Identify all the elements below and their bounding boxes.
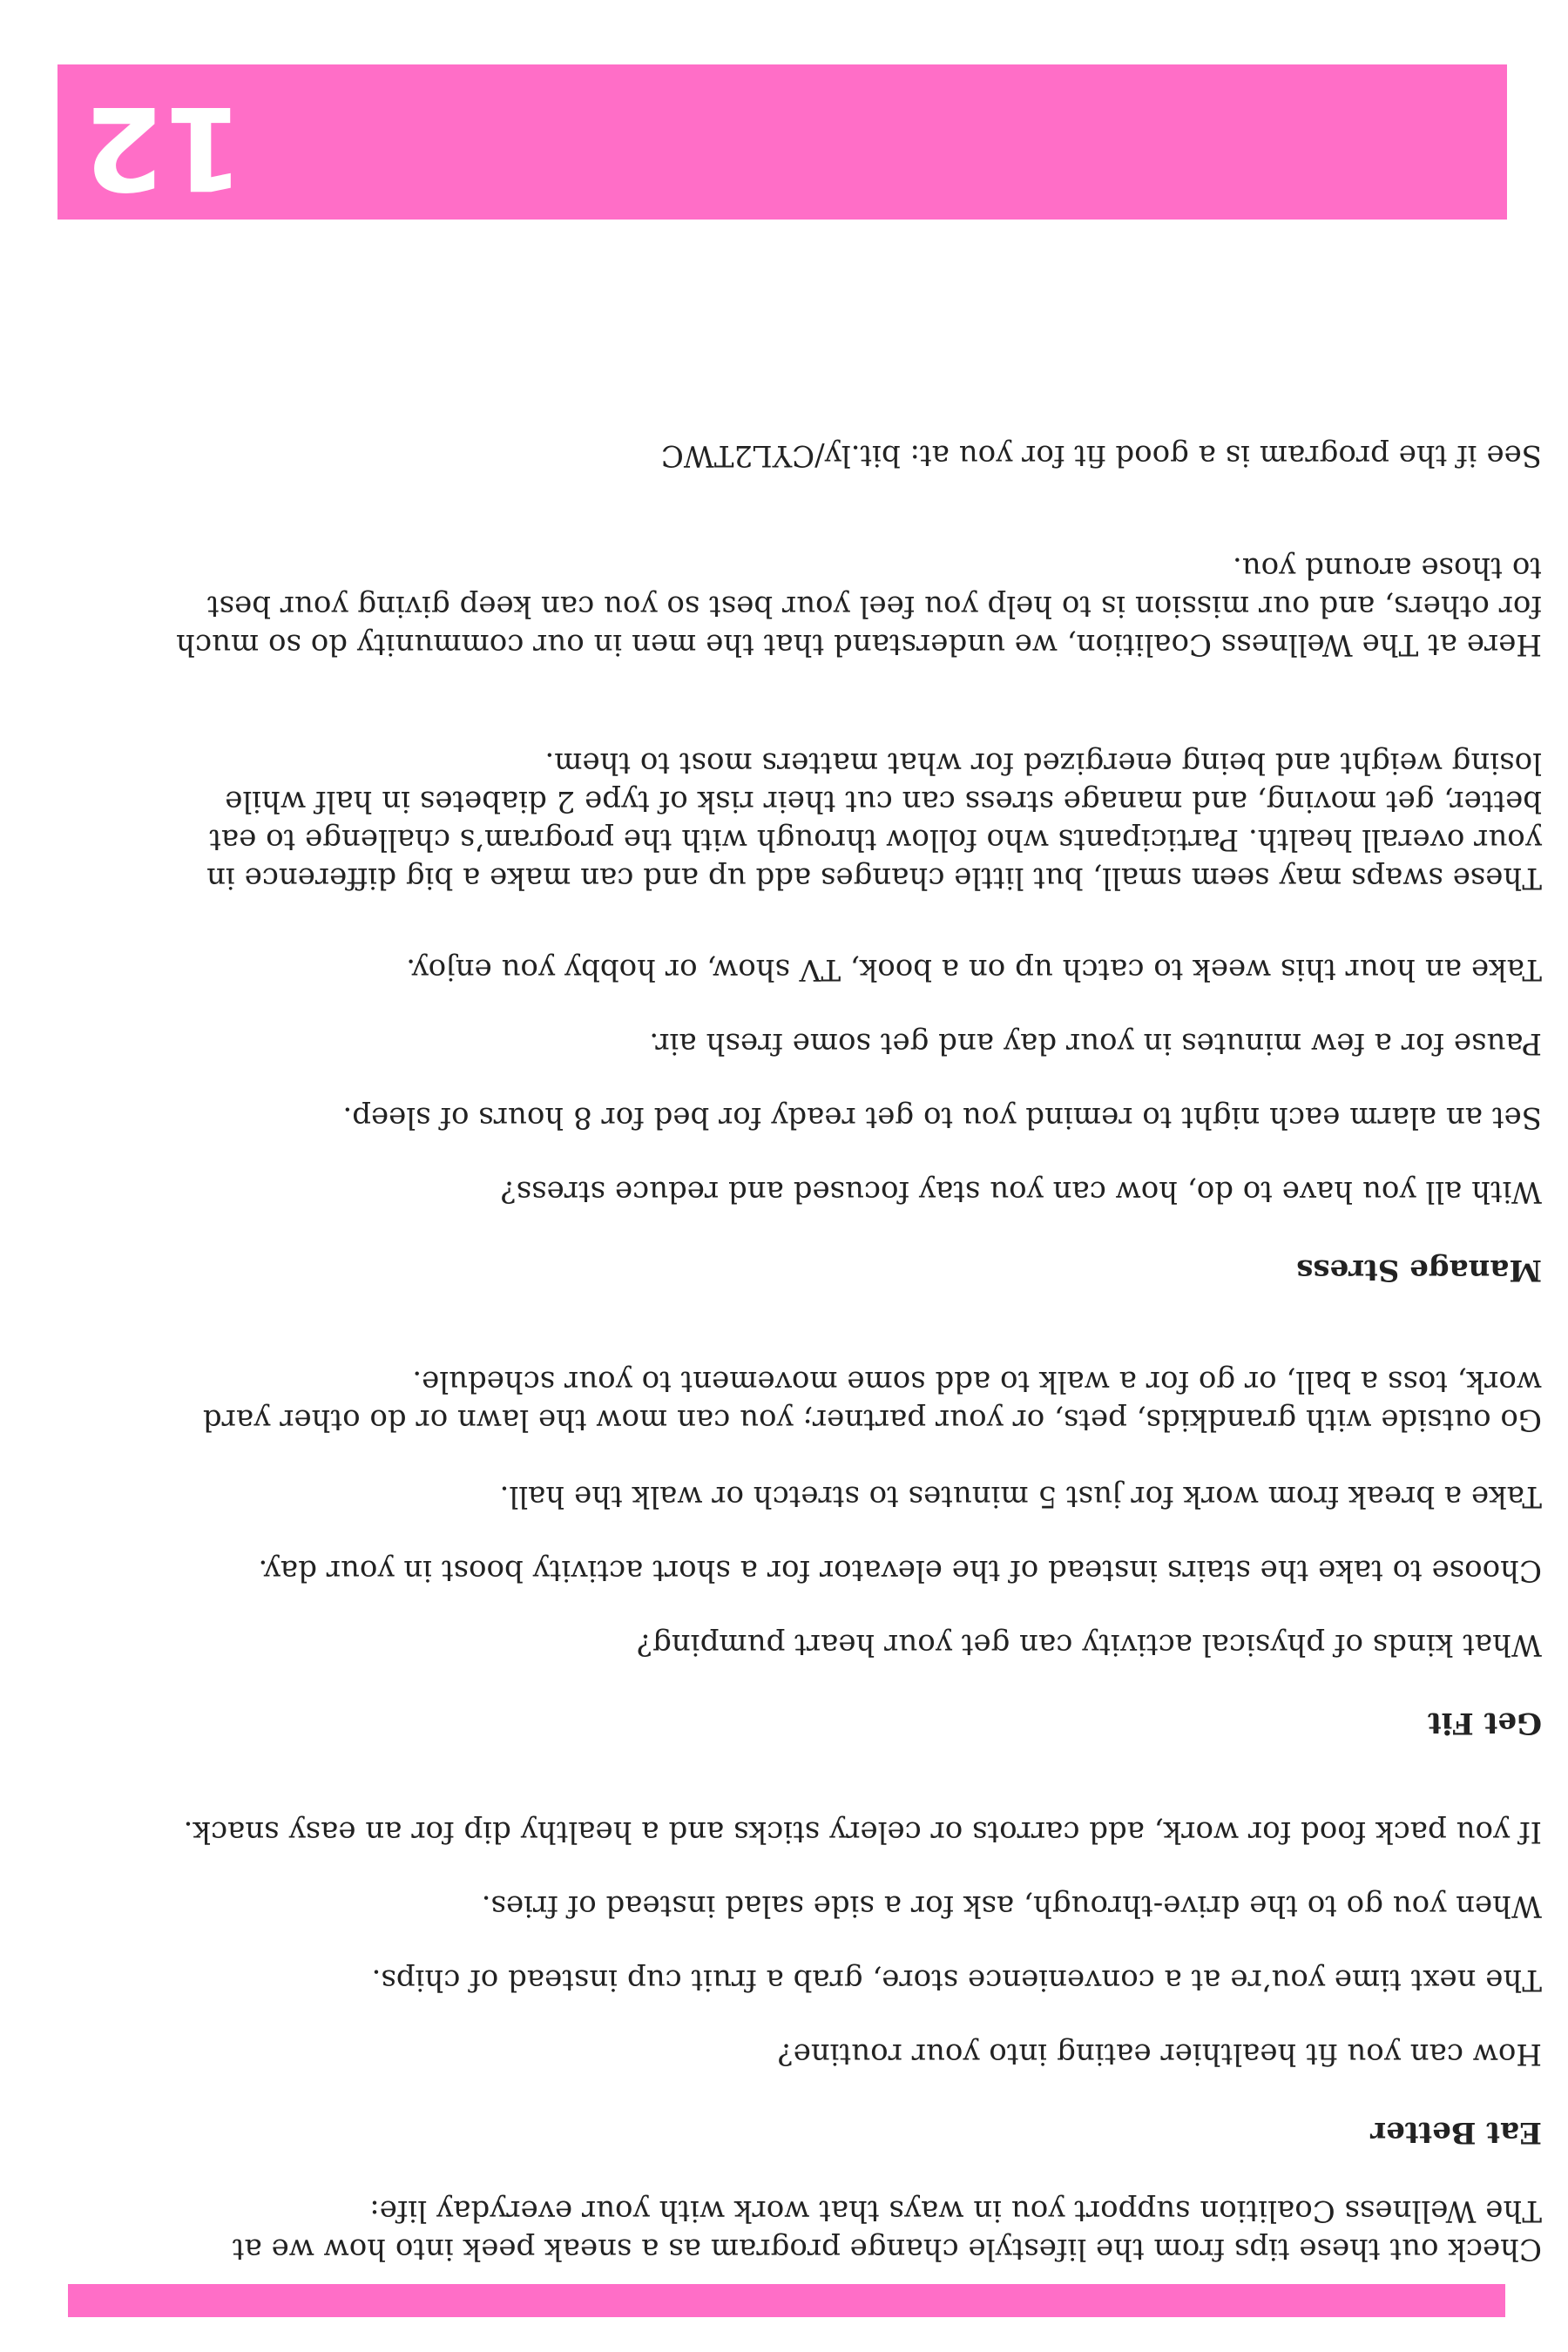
section-heading-manage-stress: Manage Stress — [1296, 1253, 1542, 1288]
tip-item: Set an alarm each night to remind you to get ready for bed for 8 hours of sleep. — [342, 1100, 1542, 1135]
page-header-band — [57, 64, 1507, 220]
mission-paragraph-line: Here at The Wellness Coalition, we understand that the men in our community do so much — [176, 627, 1542, 662]
page-number: 12 — [84, 80, 244, 214]
tip-item: If you pack food for work, add carrots or celery sticks and a healthy dip for an easy snack. — [183, 1815, 1542, 1849]
section-question: With all you have to do, how can you stay focused and reduce stress? — [500, 1174, 1542, 1209]
tip-item: Go outside with grandkids, pets, or your partner; you can mow the lawn or do other yard — [202, 1402, 1542, 1437]
closing-paragraph-line: losing weight and being energized for what matters most to them. — [544, 746, 1542, 781]
section-heading-get-fit: Get Fit — [1428, 1706, 1542, 1740]
program-link-text: See if the program is a good fit for you at: bit.ly/CYL2TWC — [660, 438, 1542, 473]
tip-item: Choose to take the stairs instead of the elevator for a short activity boost in your day. — [258, 1553, 1542, 1588]
closing-paragraph-line: better, get moving, and manage stress can cut their risk of type 2 diabetes in half while — [225, 784, 1542, 819]
closing-paragraph-line: These swaps may seem small, but little changes add up and can make a big difference in — [206, 861, 1542, 896]
tip-item: Take an hour this week to catch up on a book, TV show, or hobby you enjoy. — [406, 952, 1542, 987]
accent-bar — [68, 2284, 1505, 2317]
intro-line: Check out these tips from the lifestyle change program as a sneak peek into how we at — [232, 2232, 1542, 2267]
section-heading-eat-better: Eat Better — [1370, 2115, 1542, 2150]
tip-item: Take a break from work for just 5 minutes to stretch or walk the hall. — [499, 1479, 1542, 1514]
mission-paragraph-line: for others, and our mission is to help you feel your best so you can keep giving your best — [206, 589, 1542, 624]
tip-item: Pause for a few minutes in your day and get some fresh air. — [649, 1026, 1542, 1061]
closing-paragraph-line: your overall health. Participants who follow through with the program’s challenge to eat — [209, 822, 1542, 857]
tip-item: The next time you’re at a convenience store, grab a fruit cup instead of chips. — [371, 1963, 1542, 1997]
tip-item: When you go to the drive-through, ask for a side salad instead of fries. — [481, 1889, 1542, 1923]
section-question: How can you fit healthier eating into your routine? — [777, 2037, 1542, 2072]
intro-line: The Wellness Coalition support you in ways that work with your everyday life: — [369, 2193, 1542, 2228]
mission-paragraph-line: to those around you. — [1232, 551, 1542, 585]
section-question: What kinds of physical activity can get your heart pumping? — [636, 1627, 1542, 1662]
tip-item: work, toss a ball, or go for a walk to add some movement to your schedule. — [412, 1364, 1542, 1399]
